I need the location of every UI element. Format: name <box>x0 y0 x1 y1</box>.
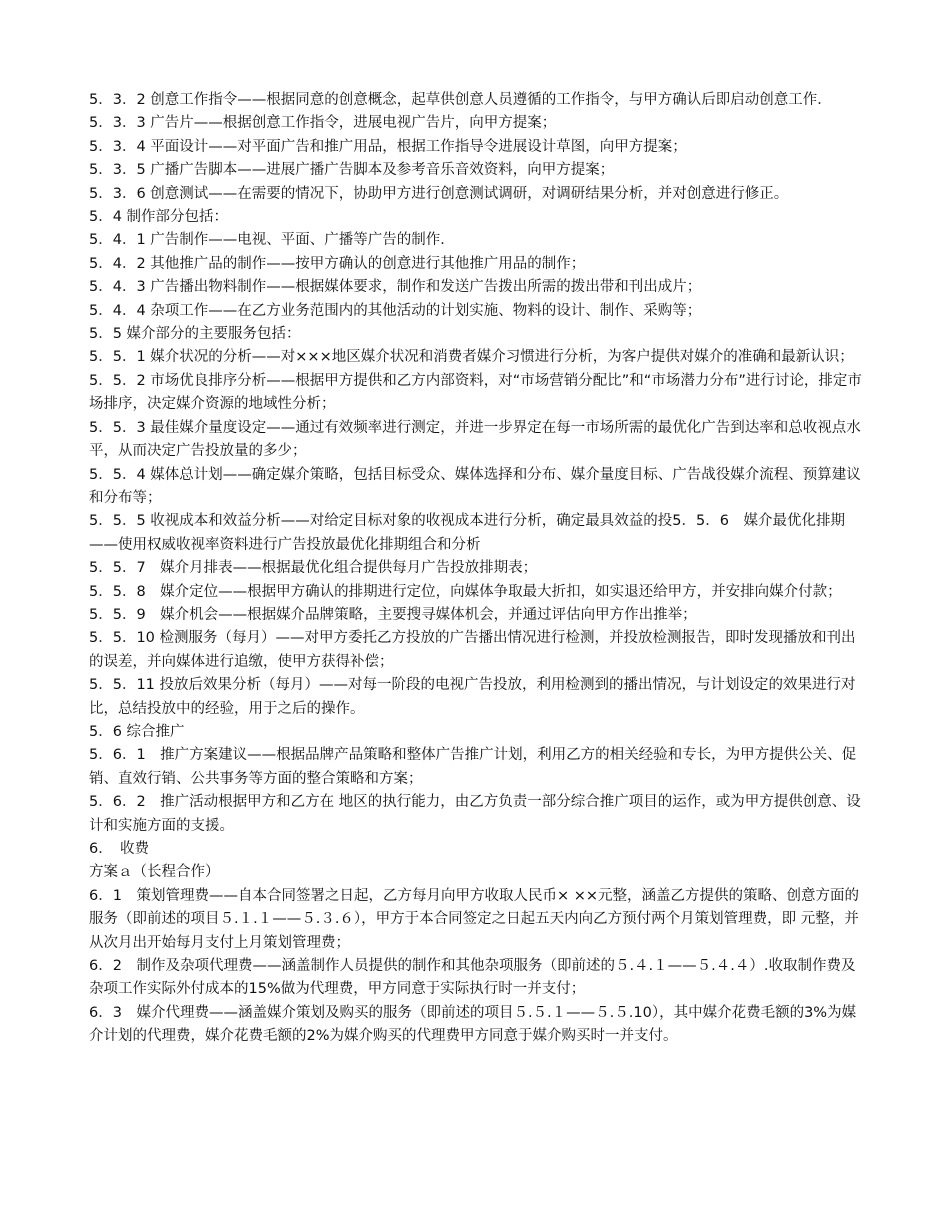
clause-6-2: 6．2 制作及杂项代理费——涵盖制作人员提供的制作和其他杂项服务（即前述的５.４.１——５.４.４）.收取制作费及杂项工作实际外付成本的15%做为代理费，甲方同意于实际执行时一并支付； <box>89 958 856 998</box>
clause-5-3-2: 5．3．2 创意工作指令——根据同意的创意概念，起草供创意人员遵循的工作指令，与甲方确认后即启动创意工作． <box>89 92 832 108</box>
clause-5-3-3: 5．3．3 广告片——根据创意工作指令，进展电视广告片，向甲方提案； <box>89 115 557 132</box>
clause-5-4-3: 5．4．3 广告播出物料制作——根据媒体要求，制作和发送广告拨出所需的拨出带和刊出成片； <box>89 279 702 296</box>
clause-5-5-4: 5．5．4 媒体总计划——确定媒介策略，包括目标受众、媒体选择和分布、媒介量度目标、广告战役媒介流程、预算建议和分布等； <box>89 466 861 506</box>
clause-5-5-5: 5．5．5 收视成本和效益分析——对给定目标对象的收视成本进行分析，确定最具效益的投5．5．6 媒介最优化排期——使用权威收视率资料进行广告投放最优化排期组合和分析 <box>89 513 845 553</box>
clause-5-3-5: 5．3．5 广播广告脚本——进展广播广告脚本及参考音乐音效资料，向甲方提案； <box>89 162 615 179</box>
plan-a-heading: 方案ａ（长程合作） <box>89 864 220 881</box>
clause-5-4-2: 5．4．2 其他推广品的制作——按甲方确认的创意进行其他推广用品的制作； <box>89 255 586 272</box>
clause-5-4-4: 5．4．4 杂项工作——在乙方业务范围内的其他活动的计划实施、物料的设计、制作、采购等； <box>89 302 702 319</box>
clause-5-5-8: 5．5．8 媒介定位——根据甲方确认的排期进行定位，向媒体争取最大折扣，如实退还给甲方，并安排向媒介付款； <box>89 583 842 600</box>
clause-5-4-1: 5．4．1 广告制作——电视、平面、广播等广告的制作． <box>89 232 455 249</box>
clause-5-5-2: 5．5．2 市场优良排序分析——根据甲方提供和乙方内部资料，对“市场营销分配比”和“市场潜力分布”进行讨论，排定市场排序，决定媒介资源的地域性分析； <box>89 372 862 413</box>
section-5-4-heading: 5．4 制作部分包括： <box>89 209 229 226</box>
section-5-5-heading: 5．5 媒介部分的主要服务包括： <box>89 326 301 343</box>
clause-6-1: 6．1 策划管理费——自本合同签署之日起，乙方每月向甲方收取人民币× ××元整，涵盖乙方提供的策略、创意方面的服务（即前述的项目５.１.１——５.３.６），甲方于本合同签定之日起五天内向乙方预付两个月策划管理费，即 元整，并从次月出开始每月支付上月策划管理费； <box>89 887 860 951</box>
clause-5-5-1: 5．5．1 媒介状况的分析——对×××地区媒介状况和消费者媒介习惯进行分析，为客户提供对媒介的准确和最新认识； <box>89 349 854 366</box>
section-5-6-heading: 5．6 综合推广 <box>89 723 185 740</box>
clause-5-3-4: 5．3．4 平面设计——对平面广告和推广用品，根据工作指导令进展设计草图，向甲方提案； <box>89 138 687 155</box>
clause-5-3-6: 5．3．6 创意测试——在需要的情况下，协助甲方进行创意测试调研，对调研结果分析，并对创意进行修正。 <box>89 185 789 202</box>
document-page <box>89 89 864 1049</box>
section-6-heading: 6． 收费 <box>89 841 149 857</box>
clause-5-5-7: 5．5．7 媒介月排表——根据最优化组合提供每月广告投放排期表； <box>89 560 538 577</box>
clause-5-5-9: 5．5．9 媒介机会——根据媒介品牌策略，主要搜寻媒体机会，并通过评估向甲方作出推举； <box>89 606 697 623</box>
clause-6-3: 6．3 媒介代理费——涵盖媒介策划及购买的服务（即前述的项目５.５.１——５.５.10），其中媒介花费毛额的3%为媒介计划的代理费，媒介花费毛额的2%为媒介购买的代理费甲方同意于媒介购买时一并支付。 <box>89 1004 857 1045</box>
clause-5-5-11: 5．5．11 投放后效果分析（每月）——对每一阶段的电视广告投放，利用检测到的播出情况，与计划设定的效果进行对比，总结投放中的经验，用于之后的操作。 <box>89 677 856 717</box>
clause-5-6-2: 5．6．2 推广活动根据甲方和乙方在 地区的执行能力，由乙方负责一部分综合推广项目的运作，或为甲方提供创意、设计和实施方面的支援。 <box>89 794 861 834</box>
clause-5-5-3: 5．5．3 最佳媒介量度设定——通过有效频率进行测定，并进一步界定在每一市场所需的最优化广告到达率和总收视点水平，从而决定广告投放量的多少； <box>89 419 861 460</box>
clause-5-6-1: 5．6．1 推广方案建议——根据品牌产品策略和整体广告推广计划，利用乙方的相关经验和专长，为甲方提供公关、促销、直效行销、公共事务等方面的整合策略和方案； <box>89 747 857 787</box>
clause-5-5-10: 5．5．10 检测服务（每月）——对甲方委托乙方投放的广告播出情况进行检测，并投放检测报告，即时发现播放和刊出的误差，并向媒体进行追缴，使甲方获得补偿； <box>89 630 856 670</box>
